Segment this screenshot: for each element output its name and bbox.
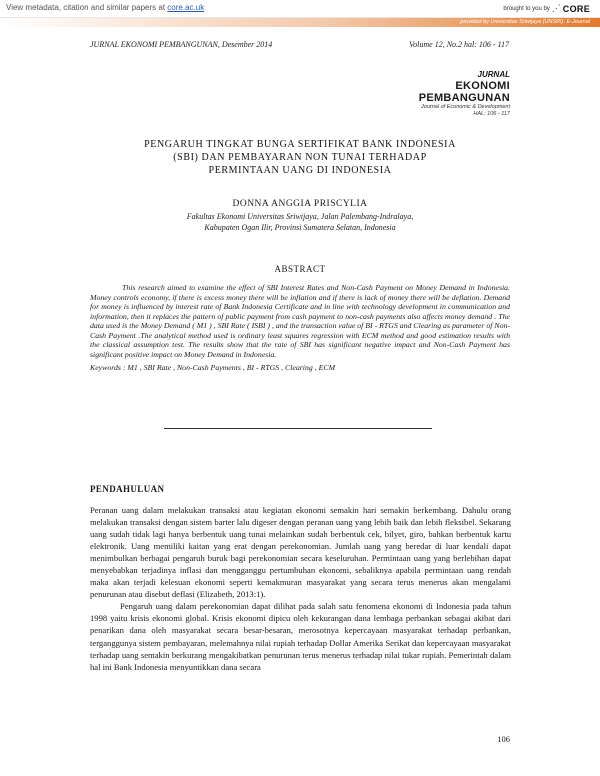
title-line: PENGARUH TINGKAT BUNGA SERTIFIKAT BANK INDONESIA	[144, 139, 456, 150]
core-metadata-text: View metadata, citation and similar papers at	[6, 3, 166, 12]
running-header-left: JURNAL EKONOMI PEMBANGUNAN, Desember 2014	[90, 40, 273, 49]
abstract-heading: ABSTRACT	[274, 264, 326, 274]
brought-by[interactable]	[503, 3, 590, 14]
journal-logo-line1: JURNAL	[477, 70, 510, 79]
title-line: (SBI) DAN PEMBAYARAN NON TUNAI TERHADAP	[173, 152, 427, 163]
provided-by-bar	[0, 18, 600, 27]
page-number: 106	[497, 734, 510, 744]
brought-by-text: brought to you by	[503, 5, 550, 12]
abstract-text: This research aimed to examine the effect of SBI Interest Rates and Non-Cash Payment on Money Demand in Indonesia. Money controls economy, if there is excess money there will be inflation and if there is lack of money there will be deflation. Demand for money is influenced by interest rate of Bank Indonesia Certificate and in line with technology development in communication and information, then it replaces the pattern of public payment from cash payment to non-cash payments also affects money demand . The data used is the Money Demand ( M1 ) , SBI Rate ( ISBI ) , and the transaction value of BI - RTGS and Clearing as parameter of Non-Cash Payment .The analytical method used is ordinary least squares regression with ECM method and good estimation results with the classical assumption test. The results show that the rate of SBI has significant negative impact and Non-Cash Payment has significant positive impact on Money Demand in Indonesia.	[90, 283, 510, 359]
core-logo-text: CORE	[562, 3, 590, 14]
author-affiliation	[90, 211, 510, 233]
journal-logo-pages: HAL: 106 - 117	[473, 111, 510, 117]
provided-by-text[interactable]: provided by Universitas Sriwijaya (UNSRI): E-Journal	[460, 19, 590, 25]
keywords: Keywords : M1 , SBI Rate , Non-Cash Payments , BI - RTGS , Clearing , ECM	[90, 363, 336, 372]
author-name: DONNA ANGGIA PRISCYLIA	[232, 199, 368, 209]
affiliation-line: Kabupaten Ogan Ilir, Provinsi Sumatera Selatan, Indonesia	[204, 223, 396, 232]
body-paragraph: Peranan uang dalam melakukan transaksi atau kegiatan ekonomi semakin hari semakin berkembang. Dahulu orang melakukan transaksi dengan sistem barter lalu digeser dengan peranan uang yang lebih baik dan lebih fleksibel. Sekarang uang sudah tidak lagi hanya berbentuk uang tunai melainkan sudah berbentuk cek, bilyet, giro, bahkan berbentuk kartu elektronik. Uang memiliki kaitan yang erat dengan perekonomian. Jumlah uang yang beredar di luar kendali dapat menimbulkan berbagai pengaruh buruk bagi perekonomian secara keseluruhan. Permintaan uang yang berlebihan dapat menyebabkan terjadinya inflasi dan mengganggu pertumbuhan ekonomi, sebaliknya apabila permintaan uang rendah maka akan terjadi kelesuan ekonomi seperti kemakmuran masyarakat yang secara terus menerus akan mengalami penurunan atau disebut deflasi (Elizabeth, 2013:1).	[90, 505, 511, 600]
body-paragraph: Pengaruh uang dalam perekonomian dapat dilihat pada salah satu fenomena ekonomi di Indonesia pada tahun 1998 yaitu krisis ekonomi global. Krisis ekonomi dipicu oleh kekurangan dana lembaga perbankan sebagai akibat dari penarikan dana oleh masyarakat secara besar-besaran, merosotnya kepercayaan masyarakat terhadap perbankan, terganggunya sistem pembayaran, melemahnya nilai rupiah terhadap Dollar Amerika Serikat dan kepercayaan masyarakat terhadap uang semakin berkurang mengakibatkan penurunan terus menerus terhadap nilai tukar rupiah. Pemerintah dalam hal ini Bank Indonesia menyuntikkan dana secara	[90, 601, 511, 672]
journal-logo-line3: PEMBANGUNAN	[418, 92, 510, 104]
core-logo-icon: ⋰	[551, 3, 561, 13]
paper-title	[90, 138, 510, 177]
core-link[interactable]: core.ac.uk	[167, 3, 205, 12]
journal-logo-block	[419, 70, 510, 118]
body-text	[90, 504, 511, 673]
core-metadata-link[interactable]	[6, 3, 204, 12]
divider-rule	[164, 428, 432, 429]
section-heading: PENDAHULUAN	[90, 484, 165, 494]
journal-logo-line2: EKONOMI	[455, 80, 510, 92]
running-header-right: Volume 12, No.2 hal: 106 - 117	[409, 40, 509, 49]
affiliation-line: Fakultas Ekonomi Universitas Sriwijaya, Jalan Palembang-Indralaya,	[186, 212, 414, 221]
core-banner	[0, 0, 600, 18]
journal-logo-subtitle: Journal of Economic & Development	[421, 104, 510, 110]
title-line: PERMINTAAN UANG DI INDONESIA	[208, 165, 392, 176]
